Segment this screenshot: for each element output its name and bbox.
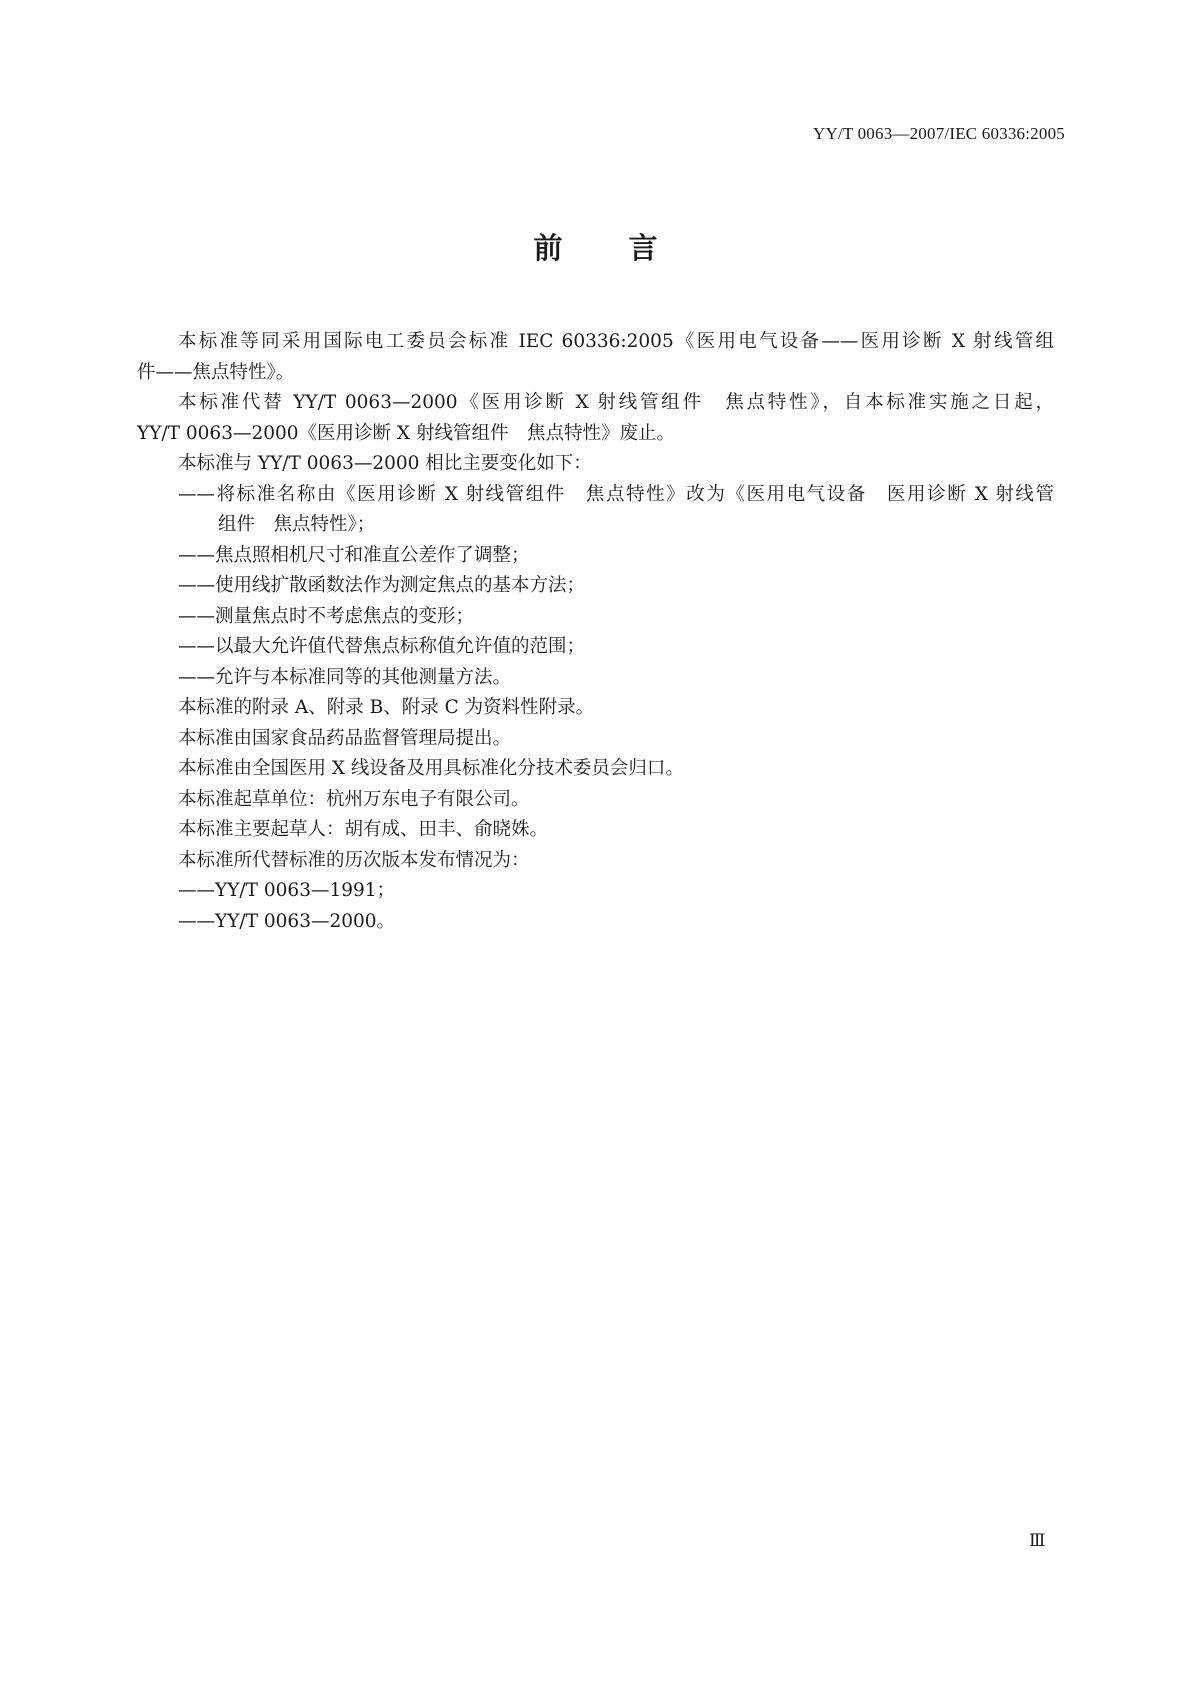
list-item-change-2: ——焦点照相机尺寸和准直公差作了调整；: [178, 544, 530, 566]
foreword-body: [137, 327, 1054, 937]
list-item-change-6: ——允许与本标准同等的其他测量方法。: [178, 666, 512, 688]
paragraph-drafting-unit: 本标准起草单位：杭州万东电子有限公司。: [178, 788, 530, 810]
paragraph-proposed-by: 本标准由国家食品药品监督管理局提出。: [178, 727, 512, 749]
paragraph-annex: 本标准的附录 A、附录 B、附录 C 为资料性附录。: [178, 697, 595, 718]
paragraph-adoption-line-2: 件——焦点特性》。: [137, 361, 295, 383]
paragraph-replacement-line-2: YY/T 0063—2000《医用诊断 X 射线管组件 焦点特性》废止。: [137, 422, 675, 444]
paragraph-changes-intro: 本标准与 YY/T 0063—2000 相比主要变化如下：: [178, 453, 592, 474]
list-item-change-4: ——测量焦点时不考虑焦点的变形；: [178, 605, 475, 627]
list-item-change-3: ——使用线扩散函数法作为测定焦点的基本方法；: [178, 575, 586, 596]
list-item-history-2: ——YY/T 0063—2000。: [178, 910, 396, 932]
paragraph-adoption-line-1: 本标准等同采用国际电工委员会标准 IEC 60336:2005《医用电气设备——医用诊断 X 射线管组: [178, 331, 1054, 352]
list-item-change-5: ——以最大允许值代替焦点标称值允许值的范围；: [178, 636, 586, 657]
list-item-change-1-line-2: 组件 焦点特性》；: [218, 514, 376, 535]
title-char-2: 言: [628, 231, 658, 265]
paragraph-replacement-line-1: 本标准代替 YY/T 0063—2000《医用诊断 X 射线管组件 焦点特性》，自本标准实施之日起，: [178, 392, 1054, 413]
title-char-1: 前: [533, 231, 563, 265]
paragraph-history-intro: 本标准所代替标准的历次版本发布情况为：: [178, 849, 530, 871]
paragraph-drafters: 本标准主要起草人：胡有成、田丰、俞晓姝。: [178, 819, 549, 840]
list-item-change-1-line-1: ——将标准名称由《医用诊断 X 射线管组件 焦点特性》改为《医用电气设备 医用诊断 X 射线管: [178, 483, 1054, 505]
paragraph-centralized-by: 本标准由全国医用 X 线设备及用具标准化分技术委员会归口。: [178, 758, 684, 779]
page-title: [0, 226, 1191, 267]
standard-code-header: YY/T 0063—2007/IEC 60336:2005: [813, 124, 1065, 143]
page-number: Ⅲ: [1029, 1531, 1046, 1551]
list-item-history-1: ——YY/T 0063—1991；: [178, 880, 396, 901]
